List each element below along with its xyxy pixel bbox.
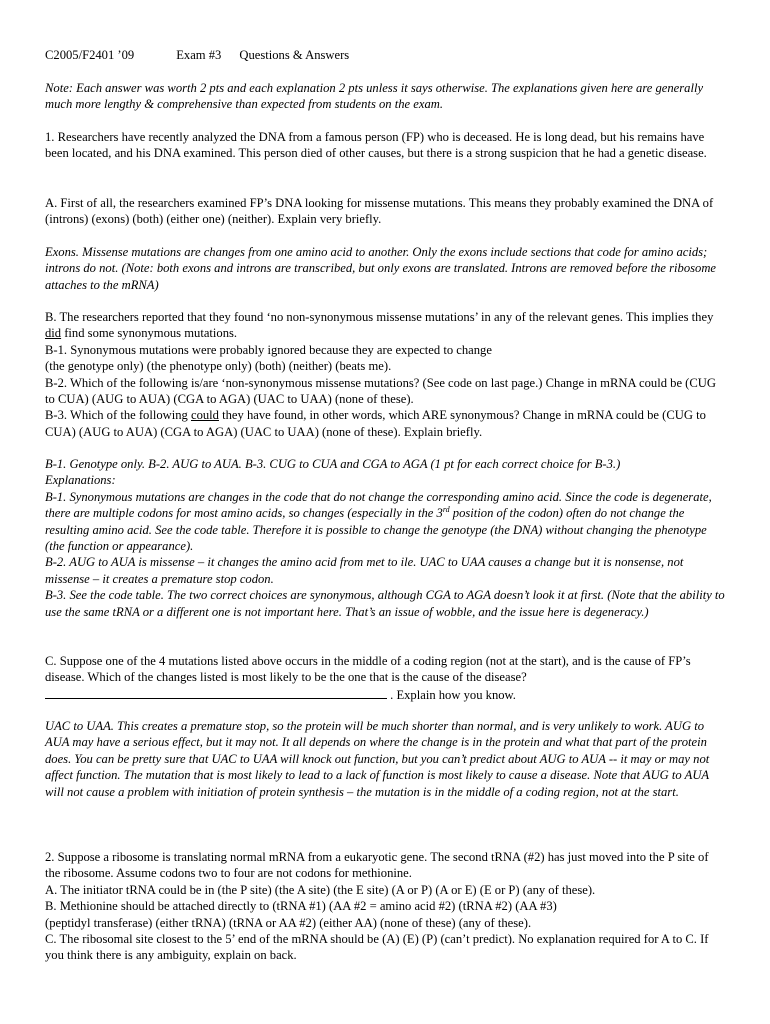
q1c-question: C. Suppose one of the 4 mutations listed above occurs in the middle of a coding region (not at the start), and is the cause of FP’s disease. Which of the changes listed is most likely to be the one that is the cause of the disease? . Explain how you know. bbox=[45, 654, 691, 702]
answer-blank[interactable] bbox=[45, 686, 387, 699]
underlined-could: could bbox=[190, 408, 219, 423]
q2-intro: 2. Suppose a ribosome is translating normal mRNA from a eukaryotic gene. The second tRNA (#2) has just moved into the P site of the ribosome. Assume codons two to four are not codons for methionine. bbox=[45, 850, 709, 881]
grading-note: Note: Each answer was worth 2 pts and each explanation 2 pts unless it says otherwise. The explanations given here are generally much more lengthy & comprehensive than expected from students on the exam. bbox=[45, 81, 704, 112]
q1b3-explanation: B-3. See the code table. The two correct choices are synonymous, although CGA to AGA doesn’t look it at first. (Note that the ability to use the same tRNA or a different one is not important here. That’s an issue of wobble, and the issue here is degeneracy.) bbox=[45, 588, 725, 619]
q1a-question: A. First of all, the researchers examined FP’s DNA looking for missense mutations. This means they probably examined the DNA of (introns) (exons) (both) (either one) (neither). Explain very briefly. bbox=[45, 196, 714, 227]
q1b-question bbox=[45, 309, 727, 440]
q1b-answer bbox=[45, 456, 727, 620]
underlined-did: did bbox=[45, 326, 62, 341]
q1b-intro: B. The researchers reported that they found ‘no non-synonymous missense mutations’ in any of the relevant genes. This implies they did find some synonymous mutations. bbox=[45, 310, 714, 341]
q1b1-line1: B-1. Synonymous mutations were probably ignored because they are expected to change bbox=[45, 342, 492, 357]
q2b-line1: B. Methionine should be attached directly to (tRNA #1) (AA #2 = amino acid #2) (tRNA #2) (AA #3) bbox=[45, 899, 557, 914]
q1b3-question: B-3. Which of the following could they have found, in other words, which ARE synonymous? Change in mRNA could be (CUG to CUA) (AUG to AUA) (CGA to AGA) (UAC to UAA) (none of these). Explain briefly. bbox=[45, 408, 706, 439]
q2a-question: A. The initiator tRNA could be in (the P site) (the A site) (the E site) (A or P) (A or E) (E or P) (any of these). bbox=[45, 882, 596, 897]
q1c-answer: UAC to UAA. This creates a premature stop, so the protein will be much shorter than normal, and is very unlikely to work. AUG to AUA may have a serious effect, but it may not. It all depends on where the change is in the protein and what that part of the protein does. You can be pretty sure that UAC to UAA will knock out function, but you can’t predict about AUG to AUA -- it may or may not affect function. The mutation that is most likely to lead to a lack of function is most likely to cause a disease. Note that AUG to AUA will not cause a problem with initiation of protein synthesis – the mutation is in the middle of a coding region, not at the start. bbox=[45, 719, 710, 799]
course-code: C2005/F2401 ’09 bbox=[45, 48, 135, 62]
exam-number: Exam #3 bbox=[176, 48, 222, 62]
q1-intro: 1. Researchers have recently analyzed the DNA from a famous person (FP) who is deceased. He is long dead, but his remains have been located, and his DNA examined. This person died of other causes, but there is a strong suspicion that he had a genetic disease. bbox=[45, 130, 707, 161]
q1b-answer-summary: B-1. Genotype only. B-2. AUG to AUA. B-3. CUG to CUA and CGA to AGA (1 pt for each correct choice for B-3.) bbox=[45, 457, 621, 471]
page-header bbox=[45, 47, 727, 63]
q2 bbox=[45, 849, 727, 964]
q2b-line2: (peptidyl transferase) (either tRNA) (tRNA or AA #2) (either AA) (none of these) (any of these). bbox=[45, 915, 532, 930]
q1b2-explanation: B-2. AUG to AUA is missense – it changes the amino acid from met to ile. UAC to UAA causes a change but it is nonsense, not missense – it creates a premature stop codon. bbox=[45, 555, 684, 586]
q1b1-explanation: B-1. Synonymous mutations are changes in the code that do not change the corresponding amino acid. Since the code is degenerate, there are multiple codons for most amino acids, so changes (especially in the 3rd position of the codon) often do not change the resulting amino acid. See the code table. Therefore it is possible to change the genotype (the DNA) without changing the phenotype (the function or appearance). bbox=[45, 489, 712, 554]
q1b2-question: B-2. Which of the following is/are ‘non-synonymous missense mutations? (See code on last page.) Change in mRNA could be (CUG to CUA) (AUG to AUA) (CGA to AGA) (UAC to UAA) (none of these). bbox=[45, 375, 716, 407]
q1b-answer-explanations-label: Explanations: bbox=[45, 473, 116, 488]
q1a-answer: Exons. Missense mutations are changes from one amino acid to another. Only the exons include sections that code for amino acids; introns do not. (Note: both exons and introns are transcribed, but only exons are translated. Introns are removed before the ribosome attaches to the mRNA) bbox=[45, 245, 717, 292]
q1b1-line2: (the genotype only) (the phenotype only) (both) (neither) (beats me). bbox=[45, 359, 392, 374]
q2c-question: C. The ribosomal site closest to the 5’ end of the mRNA should be (A) (E) (P) (can’t predict). No explanation required for A to C. If you think there is any ambiguity, explain on back. bbox=[45, 932, 709, 963]
header-title: Questions & Answers bbox=[239, 48, 350, 62]
